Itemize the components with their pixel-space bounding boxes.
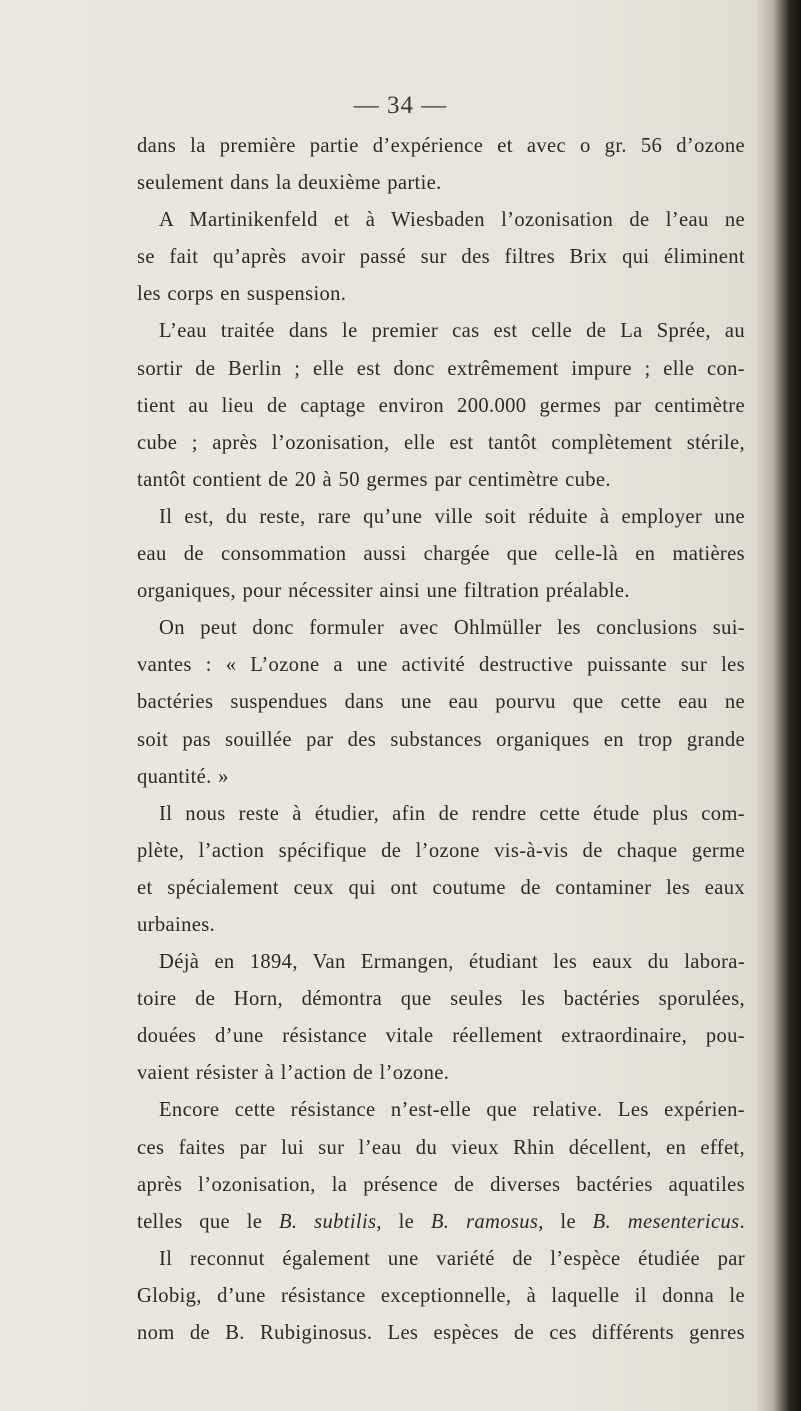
text-line: bactéries suspendues dans une eau pourvu que cette eau ne (137, 691, 745, 714)
text-line: Il est, du reste, rare qu’une ville soit réduite à employer une (159, 505, 745, 528)
text-line: toire de Horn, démontra que seules les bactéries sporulées, (137, 988, 745, 1011)
text-line: Globig, d’une résistance exceptionnelle, à laquelle il donna le (137, 1284, 745, 1307)
text-line: les corps en suspension. (137, 283, 347, 306)
text-line: ces faites par lui sur l’eau du vieux Rhin décellent, en effet, (137, 1136, 745, 1159)
text-line: tient au lieu de captage environ 200.000 germes par centimètre (137, 394, 745, 417)
text-line: tantôt contient de 20 à 50 germes par centimètre cube. (137, 468, 611, 491)
text-line: nom de B. Rubiginosus. Les espèces de ces différents genres (137, 1322, 745, 1344)
text-line: Il nous reste à étudier, afin de rendre cette étude plus com- (159, 802, 745, 825)
text-line: L’eau traitée dans le premier cas est celle de La Sprée, au (159, 320, 745, 343)
text-line: se fait qu’après avoir passé sur des filtres Brix qui éliminent (137, 246, 745, 269)
text-line: soit pas souillée par des substances organiques en trop grande (137, 728, 745, 751)
text-line: sortir de Berlin ; elle est donc extrêmement impure ; elle con- (137, 357, 745, 380)
text-line: telles que le B. subtilis, le B. ramosus, le B. mesentericus. (137, 1210, 745, 1233)
text-line: douées d’une résistance vitale réellement extraordinaire, pou- (137, 1025, 745, 1048)
text-line: urbaines. (137, 913, 216, 936)
text-line: Déjà en 1894, Van Ermangen, étudiant les eaux du labora- (159, 951, 745, 974)
text-line: plète, l’action spécifique de l’ozone vis-à-vis de chaque germe (137, 839, 745, 862)
text-line: quantité. » (137, 765, 229, 788)
text-line: et spécialement ceux qui ont coutume de contaminer les eaux (137, 876, 745, 899)
page-number: — 34 — (353, 92, 448, 119)
text-line: seulement dans la deuxième partie. (137, 172, 442, 195)
text-line: On peut donc formuler avec Ohlmüller les conclusions sui- (159, 617, 745, 640)
text-line: Il reconnut également une variété de l’espèce étudiée par (159, 1247, 745, 1270)
text-line: eau de consommation aussi chargée que celle-là en matières (137, 543, 745, 566)
body-text (137, 128, 745, 1352)
text-line: dans la première partie d’expérience et avec o gr. 56 d’ozone (137, 135, 745, 157)
text-line: A Martinikenfeld et à Wiesbaden l’ozonisation de l’eau ne (159, 209, 745, 232)
text-line: Encore cette résistance n’est-elle que relative. Les expérien- (159, 1099, 745, 1122)
text-line: cube ; après l’ozonisation, elle est tantôt complètement stérile, (137, 431, 745, 454)
text-line: organiques, pour nécessiter ainsi une filtration préalable. (137, 580, 630, 603)
text-line: vaient résister à l’action de l’ozone. (137, 1062, 450, 1085)
text-line: après l’ozonisation, la présence de diverses bactéries aquatiles (137, 1173, 745, 1196)
text-line: vantes : « L’ozone a une activité destructive puissante sur les (137, 654, 745, 677)
page-edge-shadow (755, 0, 801, 1411)
